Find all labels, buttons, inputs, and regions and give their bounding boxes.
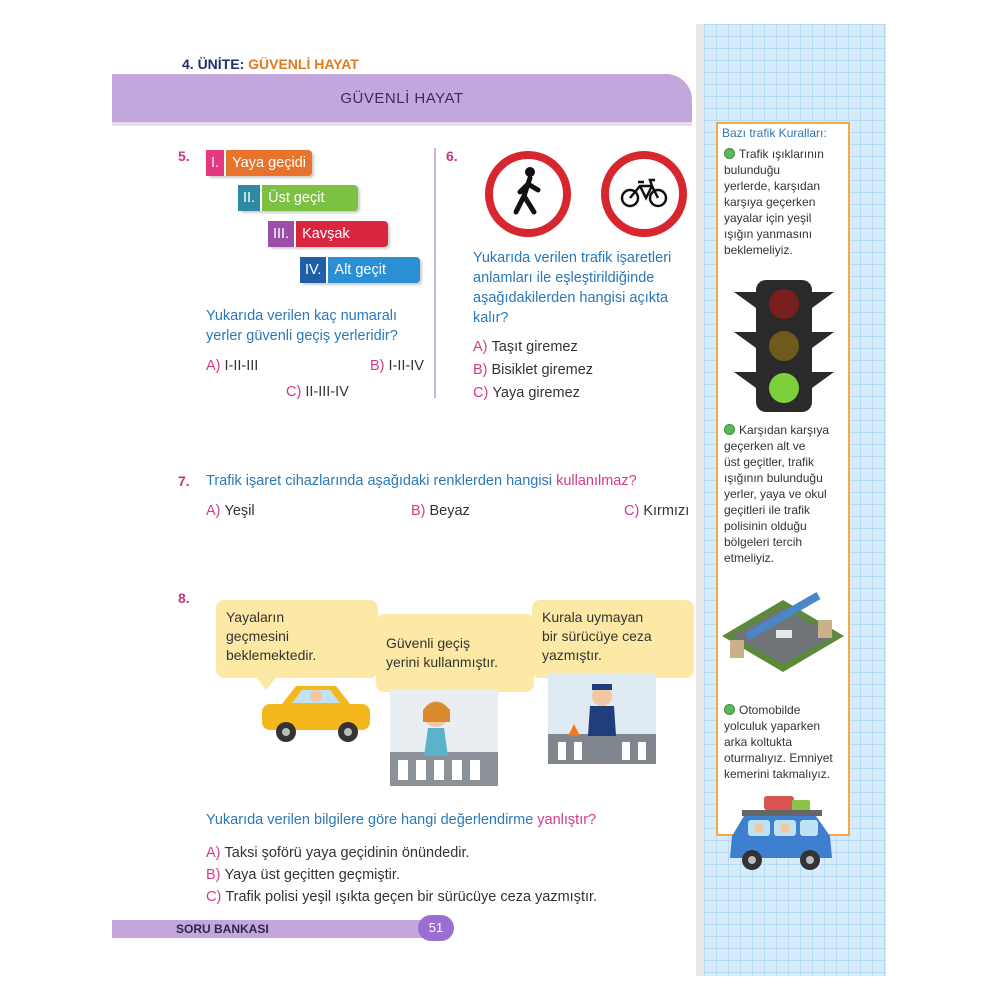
rule-line: üst geçitler, trafik xyxy=(724,455,815,469)
option-text: Taksi şoförü yaya geçidinin önündedir. xyxy=(224,845,470,861)
q5-number: 5. xyxy=(178,148,190,164)
traffic-police-illustration xyxy=(548,674,656,764)
bubble-line: Kurala uymayan xyxy=(542,609,644,625)
option-letter: B) xyxy=(370,358,385,374)
rule-line: yerlerde, karşıdan xyxy=(724,179,821,193)
q5-tag-3-num: III. xyxy=(268,221,296,247)
option-letter: C) xyxy=(286,384,302,400)
bubble-line: yazmıştır. xyxy=(542,647,602,663)
q5-question xyxy=(206,306,398,346)
q5-tag-4 xyxy=(300,257,420,283)
unit-title xyxy=(182,56,359,72)
option-text: Yeşil xyxy=(224,503,255,519)
rule-line: ışığının bulunduğu xyxy=(724,471,823,485)
rule-line: oturmalıyız. Emniyet xyxy=(724,751,833,765)
q6-question-line-3: aşağıdakilerden hangisi açıkta xyxy=(473,290,669,306)
q7-option-a[interactable] xyxy=(206,503,255,519)
overpass-city-illustration xyxy=(722,590,844,682)
q5-tag-2-text: Üst geçit xyxy=(268,190,325,206)
option-letter: B) xyxy=(206,867,221,883)
rule-line: yayalar için yeşil xyxy=(724,211,812,225)
q8-option-b[interactable] xyxy=(206,867,400,883)
rule-line: karşıya geçerken xyxy=(724,195,816,209)
q5-tag-4-num: IV. xyxy=(300,257,328,283)
q7-question-emphasis: kullanılmaz? xyxy=(556,473,637,489)
q6-question-line-1: Yukarıda verilen trafik işaretleri xyxy=(473,250,672,266)
rule-line: Karşıdan karşıya xyxy=(739,423,830,437)
bubble-line: bir sürücüye ceza xyxy=(542,628,652,644)
q5-option-b[interactable] xyxy=(370,358,424,374)
option-letter: A) xyxy=(206,503,221,519)
speech-bubble-child xyxy=(376,614,534,692)
q7-question-text: Trafik işaret cihazlarında aşağıdaki renklerden hangisi xyxy=(206,473,553,489)
rule-line: polisinin olduğu xyxy=(724,519,807,533)
unit-prefix: 4. ÜNİTE: xyxy=(182,56,245,72)
option-letter: C) xyxy=(473,385,489,401)
option-text: II-III-IV xyxy=(305,384,349,400)
rule-line: Trafik ışıklarının xyxy=(739,147,824,161)
bullet-icon xyxy=(724,424,735,435)
q5-tag-2 xyxy=(238,185,358,211)
q5-question-line-2: yerler güvenli geçiş yerleridir? xyxy=(206,328,398,344)
q5-tag-1 xyxy=(206,150,312,176)
banner-title: GÜVENLİ HAYAT xyxy=(340,90,464,107)
q5-tag-2-num: II. xyxy=(238,185,262,211)
bullet-icon xyxy=(724,704,735,715)
rule-line: Otomobilde xyxy=(739,703,801,717)
q6-number: 6. xyxy=(446,148,458,164)
unit-name: GÜVENLİ HAYAT xyxy=(248,56,359,72)
option-text: Beyaz xyxy=(429,503,470,519)
option-text: Taşıt giremez xyxy=(491,339,578,355)
option-letter: C) xyxy=(206,889,222,905)
q5-tag-1-text: Yaya geçidi xyxy=(232,155,306,171)
traffic-light-icon xyxy=(734,278,834,414)
pedestrian-prohibited-sign-icon xyxy=(484,150,572,238)
option-text: Kırmızı xyxy=(643,503,690,519)
bubble-line: Güvenli geçiş xyxy=(386,635,471,651)
footer-bar xyxy=(112,920,452,938)
q8-question-text: Yukarıda verilen bilgilere göre hangi değerlendirme xyxy=(206,812,534,828)
rule-line: bulunduğu xyxy=(724,163,781,177)
rules-title: Bazı trafik Kuralları: xyxy=(722,126,827,140)
rules-box xyxy=(716,122,850,836)
q6-option-c[interactable] xyxy=(473,385,580,401)
rule-line: kemerini takmalıyız. xyxy=(724,767,831,781)
q5-tag-4-text: Alt geçit xyxy=(334,262,386,278)
option-letter: C) xyxy=(624,503,640,519)
q5-question-line-1: Yukarıda verilen kaç numaralı xyxy=(206,308,398,324)
rule-1 xyxy=(724,146,844,258)
option-letter: B) xyxy=(473,362,488,378)
q7-number: 7. xyxy=(178,473,190,489)
q5-option-c[interactable] xyxy=(286,384,349,400)
speech-bubble-taxi xyxy=(216,600,378,678)
footer-label: SORU BANKASI xyxy=(176,922,269,936)
taxi-illustration xyxy=(252,676,376,744)
q5-tag-3-text: Kavşak xyxy=(302,226,350,242)
option-text: Trafik polisi yeşil ışıkta geçen bir sürücüye ceza yazmıştır. xyxy=(225,889,598,905)
q6-option-b[interactable] xyxy=(473,362,593,378)
q6-question-line-4: kalır? xyxy=(473,310,509,326)
child-crossing-illustration xyxy=(390,690,498,786)
rule-2 xyxy=(724,422,844,566)
rule-line: geçitleri ile trafik xyxy=(724,503,811,517)
q6-question xyxy=(473,248,671,328)
q8-option-c[interactable] xyxy=(206,889,597,905)
bullet-icon xyxy=(724,148,735,159)
option-text: Yaya giremez xyxy=(492,385,580,401)
option-text: Bisiklet giremez xyxy=(491,362,594,378)
option-letter: A) xyxy=(206,845,221,861)
option-letter: A) xyxy=(206,358,221,374)
rule-line: yolculuk yaparken xyxy=(724,719,821,733)
q8-question-emphasis: yanlıştır? xyxy=(537,812,597,828)
q6-option-a[interactable] xyxy=(473,339,578,355)
bubble-line: yerini kullanmıştır. xyxy=(386,654,499,670)
option-letter: B) xyxy=(411,503,426,519)
q5-tag-3 xyxy=(268,221,388,247)
rule-line: etmeliyiz. xyxy=(724,551,775,565)
bubble-line: beklemektedir. xyxy=(226,647,317,663)
section-banner xyxy=(112,74,692,122)
family-car-icon xyxy=(724,792,840,876)
q7-question xyxy=(206,471,637,491)
option-text: Yaya üst geçitten geçmiştir. xyxy=(224,867,400,883)
rule-line: beklemeliyiz. xyxy=(724,243,793,257)
q8-option-a[interactable] xyxy=(206,845,470,861)
sidebar-edge xyxy=(696,24,704,976)
rule-line: yerler, yaya ve okul xyxy=(724,487,827,501)
page-number: 51 xyxy=(418,915,454,941)
rule-3 xyxy=(724,702,844,782)
bicycle-prohibited-sign-icon xyxy=(600,150,688,238)
option-letter: A) xyxy=(473,339,488,355)
q5-tag-1-num: I. xyxy=(206,150,226,176)
column-divider xyxy=(434,148,436,398)
q7-option-c[interactable] xyxy=(624,503,689,519)
rule-line: bölgeleri tercih xyxy=(724,535,803,549)
q5-option-a[interactable] xyxy=(206,358,258,374)
bubble-line: geçmesini xyxy=(226,628,290,644)
q7-option-b[interactable] xyxy=(411,503,470,519)
option-text: I-II-IV xyxy=(388,358,424,374)
rule-line: arka koltukta xyxy=(724,735,793,749)
bubble-line: Yayaların xyxy=(226,609,285,625)
rule-line: ışığın yanmasını xyxy=(724,227,813,241)
rule-line: geçerken alt ve xyxy=(724,439,806,453)
speech-bubble-police xyxy=(532,600,694,678)
option-text: I-II-III xyxy=(224,358,259,374)
q8-number: 8. xyxy=(178,590,190,606)
q6-question-line-2: anlamları ile eşleştirildiğinde xyxy=(473,270,655,286)
q8-question xyxy=(206,810,596,830)
